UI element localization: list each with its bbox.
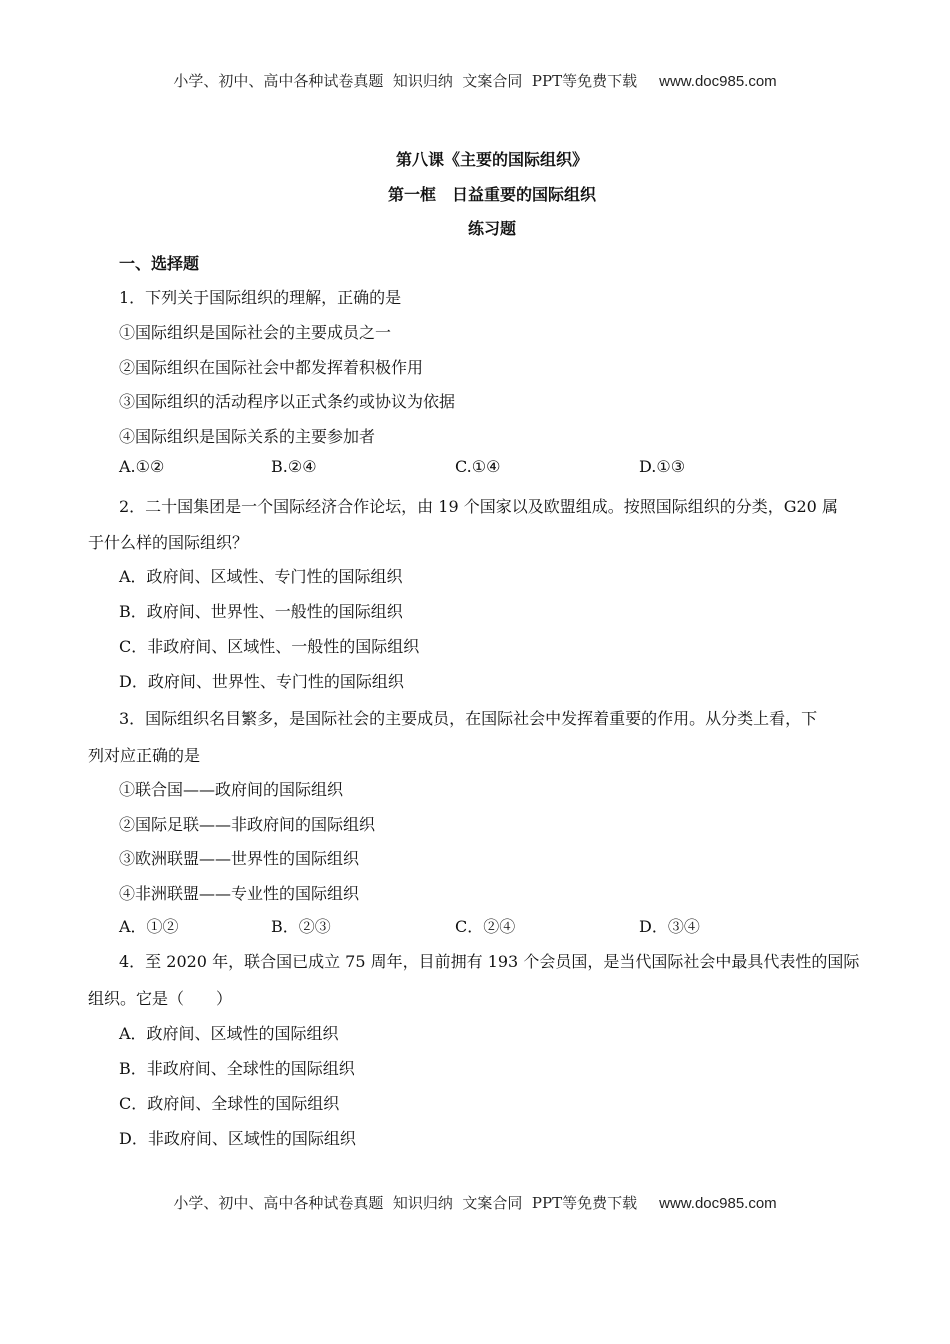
q1-item: ③国际组织的活动程序以正式条约或协议为依据 [119,392,456,411]
q3-item: ①联合国——政府间的国际组织 [119,780,344,799]
header-text: 小学、初中、高中各种试卷真题 知识归纳 文案合同 PPT等免费下载 [173,72,638,90]
q3-stem-line1: 3．国际组织名目繁多，是国际社会的主要成员，在国际社会中发挥着重要的作用。从分类上看，下 [119,709,818,728]
q1-option-c[interactable]: C.①④ [455,457,501,476]
q3-option-c[interactable]: C．②④ [455,917,516,936]
q4-stem-line2: 组织。它是（ ） [88,989,233,1008]
exercise-title: 练习题 [467,219,516,238]
q2-option-c[interactable]: C．非政府间、区域性、一般性的国际组织 [119,637,420,656]
q2-option-a[interactable]: A．政府间、区域性、专门性的国际组织 [119,567,403,586]
lesson-title: 第八课《主要的国际组织》 [395,150,588,169]
section-heading: 一、选择题 [119,254,200,273]
q1-stem: 1．下列关于国际组织的理解，正确的是 [119,288,402,307]
q3-option-d[interactable]: D．③④ [639,917,700,936]
q1-option-b[interactable]: B.②④ [271,457,317,476]
q4-option-c[interactable]: C．政府间、全球性的国际组织 [119,1094,340,1113]
q4-stem-line1: 4．至 2020 年，联合国已成立 75 周年，目前拥有 193 个会员国，是当代国际社会中最具代表性的国际 [119,952,860,971]
footer-url[interactable]: www.doc985.com [659,1195,777,1212]
q3-option-b[interactable]: B．②③ [271,917,331,936]
q4-option-d[interactable]: D．非政府间、区域性的国际组织 [119,1129,356,1148]
frame-title: 第一框 日益重要的国际组织 [387,185,596,204]
q2-stem-line1: 2．二十国集团是一个国际经济合作论坛，由 19 个国家以及欧盟组成。按照国际组织的分类，G20 属 [119,497,838,516]
q2-stem-line2: 于什么样的国际组织？ [88,533,249,552]
q1-option-d[interactable]: D.①③ [639,457,686,476]
q3-item: ④非洲联盟——专业性的国际组织 [119,884,360,903]
page-header [0,70,950,91]
q4-option-a[interactable]: A．政府间、区域性的国际组织 [119,1024,339,1043]
q3-item: ③欧洲联盟——世界性的国际组织 [119,849,360,868]
q3-option-a[interactable]: A．①② [119,917,179,936]
q1-option-a[interactable]: A.①② [119,457,165,476]
page-footer [0,1192,950,1213]
q1-item: ①国际组织是国际社会的主要成员之一 [119,323,392,342]
header-url[interactable]: www.doc985.com [659,73,777,90]
q1-item: ②国际组织在国际社会中都发挥着积极作用 [119,358,424,377]
q1-item: ④国际组织是国际关系的主要参加者 [119,427,376,446]
q2-option-d[interactable]: D．政府间、世界性、专门性的国际组织 [119,672,404,691]
q3-stem-line2: 列对应正确的是 [88,746,201,765]
q3-item: ②国际足联——非政府间的国际组织 [119,815,376,834]
q4-option-b[interactable]: B．非政府间、全球性的国际组织 [119,1059,355,1078]
footer-text: 小学、初中、高中各种试卷真题 知识归纳 文案合同 PPT等免费下载 [173,1194,638,1212]
q2-option-b[interactable]: B．政府间、世界性、一般性的国际组织 [119,602,403,621]
